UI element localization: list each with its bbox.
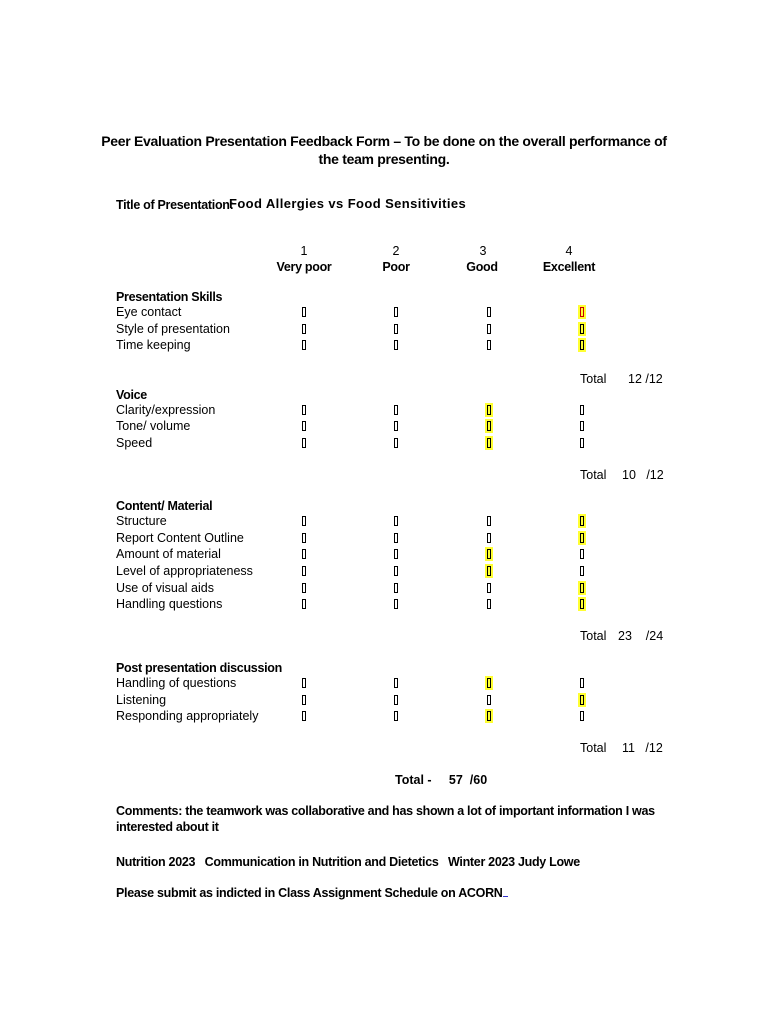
scale-label-very-poor: Very poor	[276, 260, 332, 274]
rating-checkbox[interactable]	[487, 324, 491, 334]
rating-checkbox[interactable]	[580, 405, 584, 415]
scale-num-4: 4	[565, 244, 573, 258]
rating-checkbox[interactable]	[487, 533, 491, 543]
scale-num-2: 2	[392, 244, 400, 258]
form-heading: Peer Evaluation Presentation Feedback Form – To be done on the overall performance of the team presenting.	[101, 133, 667, 167]
item-label: Listening	[116, 693, 167, 707]
grand-total: Total - 57 /60	[395, 773, 488, 787]
rating-checkbox[interactable]	[487, 516, 491, 526]
rating-checkbox[interactable]	[394, 695, 398, 705]
item-label: Use of visual aids	[116, 581, 214, 595]
section-total-label: Total	[580, 741, 607, 755]
rating-checkbox-selected[interactable]	[580, 516, 584, 526]
rating-checkbox-selected[interactable]	[487, 421, 491, 431]
rating-checkbox[interactable]	[394, 678, 398, 688]
rating-checkbox[interactable]	[394, 516, 398, 526]
rating-checkbox[interactable]	[302, 307, 306, 317]
rating-checkbox[interactable]	[302, 695, 306, 705]
section-title-content-material: Content/ Material	[116, 499, 213, 513]
rating-checkbox[interactable]	[302, 711, 306, 721]
item-label: Level of appropriateness	[116, 564, 253, 578]
scale-num-3: 3	[479, 244, 487, 258]
rating-checkbox[interactable]	[302, 405, 306, 415]
link-underline	[503, 884, 508, 897]
course-line: Nutrition 2023 Communication in Nutrition and Dietetics Winter 2023 Judy Lowe	[116, 855, 580, 869]
rating-checkbox[interactable]	[580, 711, 584, 721]
rating-checkbox[interactable]	[580, 678, 584, 688]
item-label: Structure	[116, 514, 167, 528]
rating-checkbox[interactable]	[487, 307, 491, 317]
section-title-voice: Voice	[116, 388, 147, 402]
item-label: Amount of material	[116, 547, 221, 561]
section-total-value: 11 /12	[622, 741, 663, 755]
rating-checkbox[interactable]	[302, 324, 306, 334]
submit-instruction	[116, 884, 676, 901]
rating-checkbox[interactable]	[394, 438, 398, 448]
rating-checkbox[interactable]	[302, 566, 306, 576]
item-label: Report Content Outline	[116, 531, 244, 545]
rating-checkbox[interactable]	[394, 340, 398, 350]
rating-checkbox[interactable]	[302, 549, 306, 559]
rating-checkbox[interactable]	[394, 533, 398, 543]
item-label: Clarity/expression	[116, 403, 216, 417]
title-label: Title of Presentation:	[116, 198, 234, 212]
rating-checkbox[interactable]	[302, 421, 306, 431]
rating-checkbox[interactable]	[394, 566, 398, 576]
presentation-title: Food Allergies vs Food Sensitivities	[229, 196, 467, 211]
scale-label-good: Good	[466, 260, 498, 274]
rating-checkbox[interactable]	[580, 438, 584, 448]
rating-checkbox[interactable]	[487, 583, 491, 593]
item-label: Eye contact	[116, 305, 182, 319]
rating-checkbox[interactable]	[302, 516, 306, 526]
rating-checkbox-selected[interactable]	[580, 533, 584, 543]
rating-checkbox-selected[interactable]	[487, 678, 491, 688]
rating-checkbox[interactable]	[580, 566, 584, 576]
comments: Comments: the teamwork was collaborative and has shown a lot of important information I was interested about it	[116, 804, 655, 834]
item-label: Style of presentation	[116, 322, 230, 336]
rating-checkbox-selected[interactable]	[580, 583, 584, 593]
section-total-label: Total	[580, 468, 607, 482]
rating-checkbox-selected[interactable]	[580, 340, 584, 350]
rating-checkbox[interactable]	[394, 583, 398, 593]
rating-checkbox-selected[interactable]	[487, 438, 491, 448]
item-label: Time keeping	[116, 338, 191, 352]
item-label: Handling questions	[116, 597, 223, 611]
item-label: Speed	[116, 436, 153, 450]
rating-checkbox[interactable]	[487, 340, 491, 350]
rating-checkbox[interactable]	[487, 599, 491, 609]
rating-checkbox-selected[interactable]	[487, 549, 491, 559]
rating-checkbox[interactable]	[487, 695, 491, 705]
rating-checkbox[interactable]	[394, 711, 398, 721]
rating-checkbox-selected[interactable]	[487, 711, 491, 721]
section-title-presentation-skills: Presentation Skills	[116, 290, 223, 304]
rating-checkbox-selected[interactable]	[580, 695, 584, 705]
section-total-label: Total	[580, 372, 607, 386]
submit-text: Please submit as indicted in Class Assignment Schedule on ACORN	[116, 886, 503, 900]
rating-checkbox[interactable]	[302, 583, 306, 593]
item-label: Responding appropriately	[116, 709, 259, 723]
rating-checkbox[interactable]	[394, 421, 398, 431]
rating-checkbox[interactable]	[580, 549, 584, 559]
section-total-value: 10 /12	[622, 468, 664, 482]
scale-num-1: 1	[300, 244, 308, 258]
rating-checkbox[interactable]	[394, 549, 398, 559]
rating-checkbox-selected[interactable]	[487, 566, 491, 576]
section-total-value: 12 /12	[628, 372, 663, 386]
section-title-post-presentation: Post presentation discussion	[116, 661, 282, 675]
rating-checkbox-selected[interactable]	[580, 307, 584, 317]
rating-checkbox-selected[interactable]	[580, 599, 584, 609]
rating-checkbox-selected[interactable]	[487, 405, 491, 415]
item-label: Tone/ volume	[116, 419, 191, 433]
rating-checkbox[interactable]	[302, 533, 306, 543]
rating-checkbox[interactable]	[394, 599, 398, 609]
scale-label-poor: Poor	[382, 260, 410, 274]
rating-checkbox[interactable]	[302, 678, 306, 688]
rating-checkbox[interactable]	[302, 599, 306, 609]
rating-checkbox-selected[interactable]	[580, 324, 584, 334]
rating-checkbox[interactable]	[302, 340, 306, 350]
rating-checkbox[interactable]	[394, 324, 398, 334]
section-total-label: Total	[580, 629, 607, 643]
scale-label-excellent: Excellent	[542, 260, 596, 274]
rating-checkbox[interactable]	[580, 421, 584, 431]
section-total-value: 23 /24	[618, 629, 664, 643]
rating-checkbox[interactable]	[302, 438, 306, 448]
rating-checkbox[interactable]	[394, 307, 398, 317]
item-label: Handling of questions	[116, 676, 237, 690]
rating-checkbox[interactable]	[394, 405, 398, 415]
